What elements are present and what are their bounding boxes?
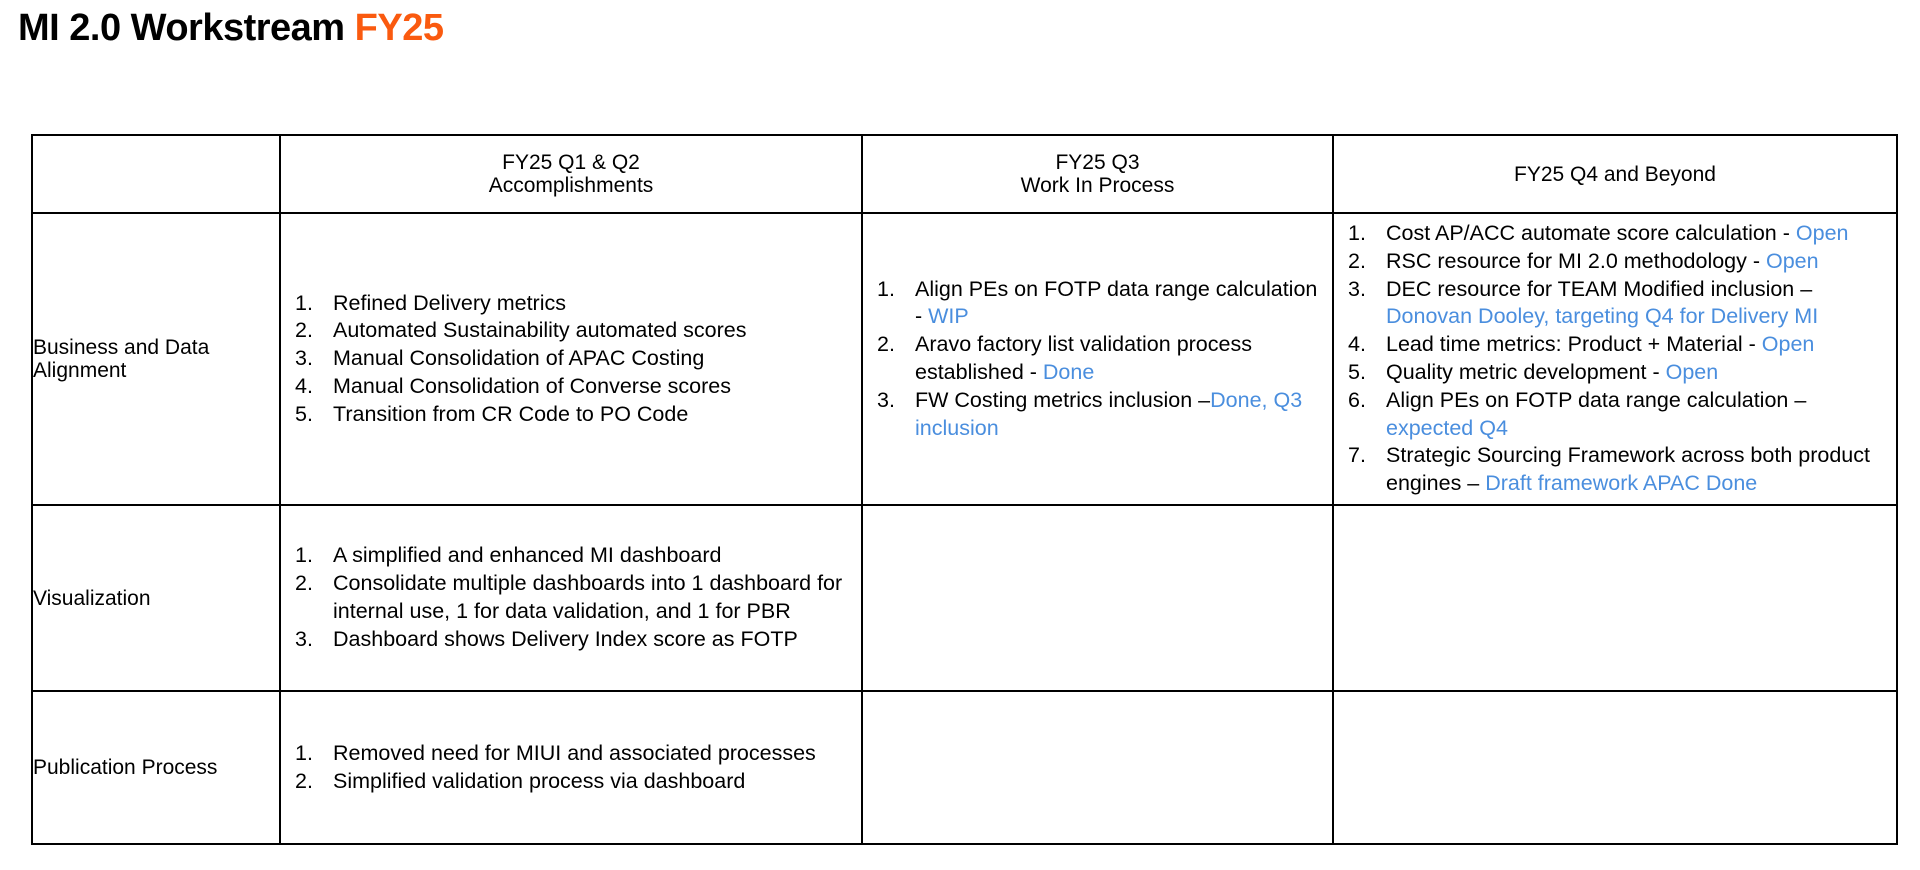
item-text: Aravo factory list validation process established - xyxy=(915,332,1252,384)
cell xyxy=(862,505,1333,691)
status-text: Donovan Dooley, targeting Q4 for Delivery MI xyxy=(1386,304,1819,329)
status-text: Open xyxy=(1761,332,1815,357)
list-item xyxy=(1348,442,1888,498)
header-row xyxy=(32,135,1897,213)
row-label: Business and Data Alignment xyxy=(32,213,280,505)
item-list xyxy=(281,290,861,429)
list-item xyxy=(1348,220,1888,248)
item-number: 1. xyxy=(877,276,895,301)
status-text: Open xyxy=(1665,360,1719,384)
status-text: Draft framework APAC Done xyxy=(1485,471,1758,496)
list-item xyxy=(1348,359,1888,387)
list-item xyxy=(295,317,853,345)
item-number: 3. xyxy=(877,387,895,412)
table-row xyxy=(32,691,1897,844)
item-text: Transition from CR Code to PO Code xyxy=(333,401,689,426)
cell xyxy=(280,213,862,505)
item-number: 4. xyxy=(295,373,313,398)
header-line: FY25 Q3 xyxy=(1055,151,1140,174)
table-row xyxy=(32,505,1897,691)
item-text: Dashboard shows Delivery Index score as FOTP xyxy=(333,626,798,651)
list-item xyxy=(295,542,853,570)
list-item xyxy=(877,331,1324,387)
cell xyxy=(1333,213,1897,505)
item-number: 2. xyxy=(877,332,895,357)
item-text: Strategic Sourcing Framework across both product engines – xyxy=(1386,443,1870,496)
list-item xyxy=(295,740,853,768)
page-title xyxy=(18,4,443,52)
row-label: Publication Process xyxy=(32,691,280,844)
header-q3 xyxy=(862,135,1333,213)
header-line: FY25 Q4 and Beyond xyxy=(1514,162,1716,186)
item-number: 3. xyxy=(295,626,313,651)
title-accent: FY25 xyxy=(354,7,444,49)
item-list xyxy=(1334,220,1896,498)
item-list xyxy=(281,542,861,653)
item-text: Refined Delivery metrics xyxy=(333,290,566,315)
cell xyxy=(862,691,1333,844)
item-number: 6. xyxy=(1348,387,1366,412)
list-item xyxy=(295,570,853,626)
item-number: 5. xyxy=(1348,360,1366,384)
workstream-table xyxy=(31,134,1898,845)
item-number: 1. xyxy=(1348,221,1366,246)
item-text: DEC resource for TEAM Modified inclusion – xyxy=(1386,276,1813,301)
header-q1-q2 xyxy=(280,135,862,213)
list-item xyxy=(295,768,853,796)
list-item xyxy=(1348,331,1888,359)
cell xyxy=(1333,691,1897,844)
cell xyxy=(862,213,1333,505)
table-row xyxy=(32,213,1897,505)
list-item xyxy=(1348,387,1888,443)
item-text: Align PEs on FOTP data range calculation – xyxy=(1386,387,1807,412)
cell xyxy=(1333,505,1897,691)
header-line: FY25 Q1 & Q2 xyxy=(502,151,640,174)
status-text: Open xyxy=(1795,221,1849,246)
item-text: Consolidate multiple dashboards into 1 dashboard for internal use, 1 for data validation, and 1 for PBR xyxy=(333,571,843,623)
item-text: Removed need for MIUI and associated processes xyxy=(333,740,816,765)
list-item xyxy=(295,345,853,373)
item-text: Quality metric development - xyxy=(1386,360,1666,384)
list-item xyxy=(295,290,853,318)
header-corner xyxy=(32,135,280,213)
status-text: Done xyxy=(1042,360,1095,384)
title-main: MI 2.0 Workstream xyxy=(18,7,355,49)
item-text: Cost AP/ACC automate score calculation - xyxy=(1386,221,1796,246)
item-number: 2. xyxy=(295,768,313,793)
item-number: 7. xyxy=(1348,443,1366,468)
item-number: 2. xyxy=(1348,248,1366,273)
row-label: Visualization xyxy=(32,505,280,691)
item-text: Manual Consolidation of Converse scores xyxy=(333,373,731,398)
item-number: 1. xyxy=(295,290,313,315)
item-number: 5. xyxy=(295,401,313,426)
item-text: Align PEs on FOTP data range calculation - xyxy=(915,276,1318,329)
header-q4 xyxy=(1333,135,1897,213)
item-number: 4. xyxy=(1348,332,1366,357)
status-text: expected Q4 xyxy=(1386,415,1508,440)
list-item xyxy=(1348,276,1888,332)
list-item xyxy=(295,401,853,429)
header-line: Accomplishments xyxy=(488,174,654,197)
item-text: RSC resource for MI 2.0 methodology - xyxy=(1386,248,1766,273)
item-text: A simplified and enhanced MI dashboard xyxy=(333,543,722,568)
item-list xyxy=(863,276,1332,443)
header-line: Work In Process xyxy=(1020,174,1175,197)
item-text: Automated Sustainability automated scores xyxy=(333,318,747,343)
status-text: WIP xyxy=(928,304,969,329)
list-item xyxy=(295,373,853,401)
status-text: Done, Q3 inclusion xyxy=(915,387,1303,440)
list-item xyxy=(1348,248,1888,276)
item-text: Simplified validation process via dashboard xyxy=(333,768,746,793)
item-number: 1. xyxy=(295,740,313,765)
list-item xyxy=(877,387,1324,443)
item-number: 2. xyxy=(295,318,313,343)
list-item xyxy=(877,276,1324,332)
status-text: Open xyxy=(1766,248,1819,273)
item-list xyxy=(281,740,861,796)
item-number: 1. xyxy=(295,543,313,568)
item-text: Lead time metrics: Product + Material - xyxy=(1386,332,1762,357)
cell xyxy=(280,505,862,691)
item-text: FW Costing metrics inclusion – xyxy=(915,387,1211,412)
item-number: 2. xyxy=(295,571,313,596)
cell xyxy=(280,691,862,844)
item-number: 3. xyxy=(1348,276,1366,301)
item-text: Manual Consolidation of APAC Costing xyxy=(333,346,705,371)
item-number: 3. xyxy=(295,346,313,371)
list-item xyxy=(295,626,853,654)
